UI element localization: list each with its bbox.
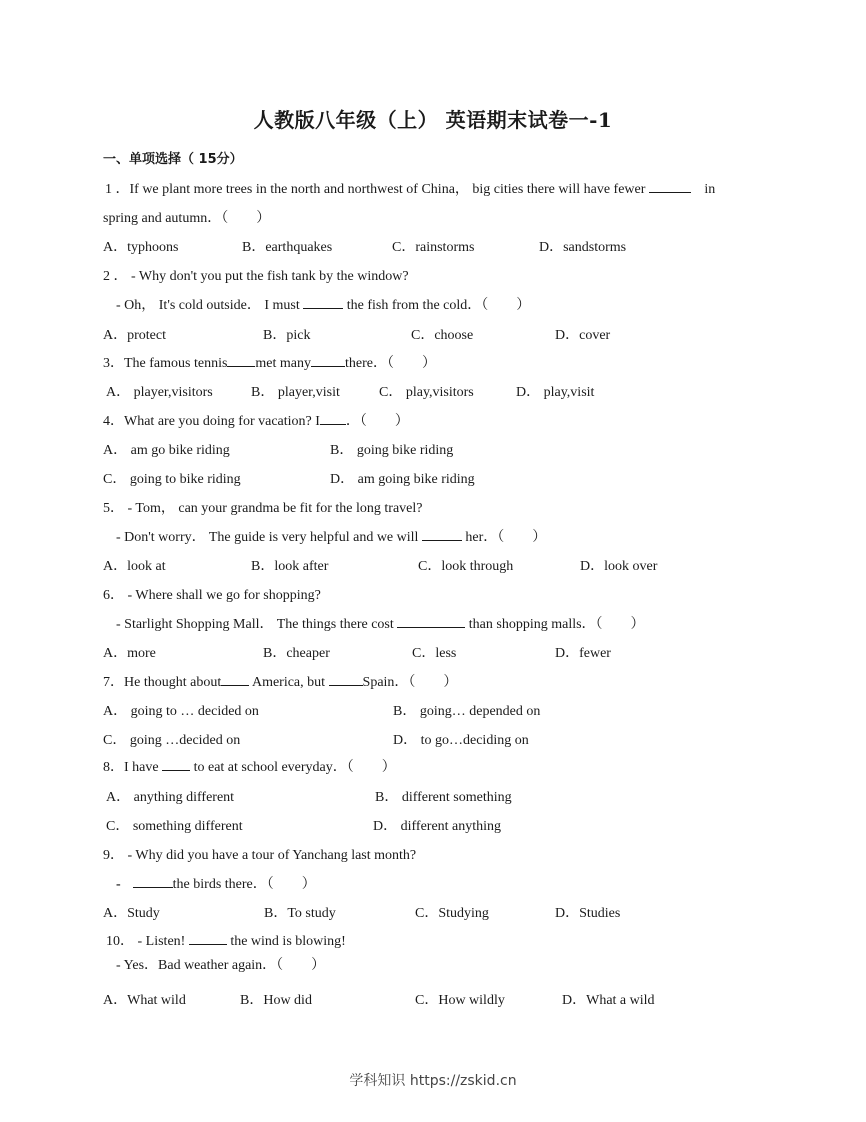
answer-blank <box>329 672 363 686</box>
answer-blank <box>397 614 465 628</box>
option-c: C．less <box>412 646 457 661</box>
question-6-text: - Starlight Shopping Mall． The things there cost <box>116 617 394 632</box>
answer-blank <box>422 527 462 541</box>
question-7-text-mid: America, but <box>251 675 326 690</box>
option-d: D．Studies <box>555 906 621 921</box>
answer-blank <box>649 179 691 193</box>
option-b: B．look after <box>251 559 329 574</box>
question-1-line-2: spring and autumn．（ ） <box>103 211 271 226</box>
question-5-response <box>116 526 546 546</box>
option-d: D．sandstorms <box>539 240 627 255</box>
question-1-text-end: in <box>704 182 716 197</box>
option-c: C． play,visitors <box>379 385 474 400</box>
question-2-text-end: the fish from the cold．（ ） <box>346 298 531 313</box>
question-7-text-end: Spain．（ ） <box>362 675 458 690</box>
question-7-text: 7．He thought about <box>103 675 222 690</box>
option-d: D．What a wild <box>562 993 655 1008</box>
option-c: C． going …decided on <box>103 733 241 748</box>
question-3-text: 3．The famous tennis <box>103 356 228 371</box>
question-10-text: 10． - Listen! <box>106 934 186 949</box>
option-a: A． am go bike riding <box>103 443 230 458</box>
answer-blank <box>221 672 249 686</box>
answer-blank <box>311 353 345 367</box>
question-10 <box>106 930 346 950</box>
question-1-text: 1 ．If we plant more trees in the north and northwest of China， big cities there will have fewer <box>105 182 646 197</box>
option-b: B． going… depended on <box>393 704 541 719</box>
option-d: D．cover <box>555 328 611 343</box>
option-b: B．pick <box>263 328 311 343</box>
option-d: D．look over <box>580 559 658 574</box>
question-5-text: - Don't worry． The guide is very helpful and we will <box>116 530 419 545</box>
answer-blank <box>162 757 190 771</box>
question-6-text-end: than shopping malls．（ ） <box>468 617 645 632</box>
question-10-text-end: the wind is blowing! <box>230 934 346 949</box>
question-9-response <box>116 873 316 893</box>
question-7 <box>103 671 457 691</box>
option-a: A．look at <box>103 559 166 574</box>
question-8 <box>103 756 396 776</box>
question-5: 5． - Tom， can your grandma be fit for the long travel? <box>103 501 423 516</box>
option-c: C．look through <box>418 559 514 574</box>
question-8-text-end: to eat at school everyday．（ ） <box>193 760 396 775</box>
option-d: D． to go…deciding on <box>393 733 529 748</box>
option-d: D． play,visit <box>516 385 595 400</box>
answer-blank <box>320 411 346 425</box>
option-b: B． different something <box>375 790 512 805</box>
option-c: C．rainstorms <box>392 240 475 255</box>
option-b: B． player,visit <box>251 385 340 400</box>
section-heading: 一、单项选择（ 15分） <box>103 152 243 167</box>
question-6-response <box>116 613 645 633</box>
option-c: C．How wildly <box>415 993 505 1008</box>
option-c: C．Studying <box>415 906 489 921</box>
page-title: 人教版八年级（上） 英语期末试卷一-1 <box>253 108 613 132</box>
answer-blank <box>133 874 173 888</box>
question-4 <box>103 410 409 430</box>
question-2-text: - Oh， It's cold outside． I must <box>116 298 300 313</box>
option-a: A． going to … decided on <box>103 704 259 719</box>
question-9-text-end: the birds there．（ ） <box>172 877 316 892</box>
option-a: A．Study <box>103 906 160 921</box>
question-3-text-end: there．（ ） <box>345 356 437 371</box>
option-c: C． going to bike riding <box>103 472 241 487</box>
option-a: A．more <box>103 646 156 661</box>
option-c: C．choose <box>411 328 474 343</box>
option-a: A．What wild <box>103 993 186 1008</box>
answer-blank <box>303 295 343 309</box>
question-2-response <box>116 294 530 314</box>
option-d: D． different anything <box>373 819 502 834</box>
question-5-text-end: her．（ ） <box>465 530 547 545</box>
footer-watermark: 学科知识 https://zskid.cn <box>349 1073 517 1089</box>
answer-blank <box>189 931 227 945</box>
question-8-text: 8．I have <box>103 760 159 775</box>
question-3 <box>103 352 436 372</box>
option-b: B． going bike riding <box>330 443 454 458</box>
question-10-response: - Yes．Bad weather again．（ ） <box>116 958 326 973</box>
option-a: A．typhoons <box>103 240 179 255</box>
option-d: D． am going bike riding <box>330 472 475 487</box>
option-c: C． something different <box>106 819 243 834</box>
option-a: A．protect <box>103 328 166 343</box>
question-4-text-end: ．（ ） <box>345 414 409 429</box>
option-b: B．earthquakes <box>242 240 333 255</box>
option-a: A． anything different <box>106 790 235 805</box>
question-9: 9． - Why did you have a tour of Yanchang last month? <box>103 848 417 863</box>
option-d: D．fewer <box>555 646 611 661</box>
option-b: B．To study <box>264 906 336 921</box>
question-2: 2 ． - Why don't you put the fish tank by the window? <box>103 269 409 284</box>
question-4-text: 4．What are you doing for vacation? I <box>103 414 320 429</box>
answer-blank <box>227 353 255 367</box>
option-b: B．cheaper <box>263 646 330 661</box>
option-b: B．How did <box>240 993 312 1008</box>
dash-marker: - <box>116 877 121 892</box>
option-a: A． player,visitors <box>106 385 213 400</box>
question-3-text-mid: met many <box>255 356 312 371</box>
question-1 <box>105 178 715 198</box>
question-6: 6． - Where shall we go for shopping? <box>103 588 321 603</box>
